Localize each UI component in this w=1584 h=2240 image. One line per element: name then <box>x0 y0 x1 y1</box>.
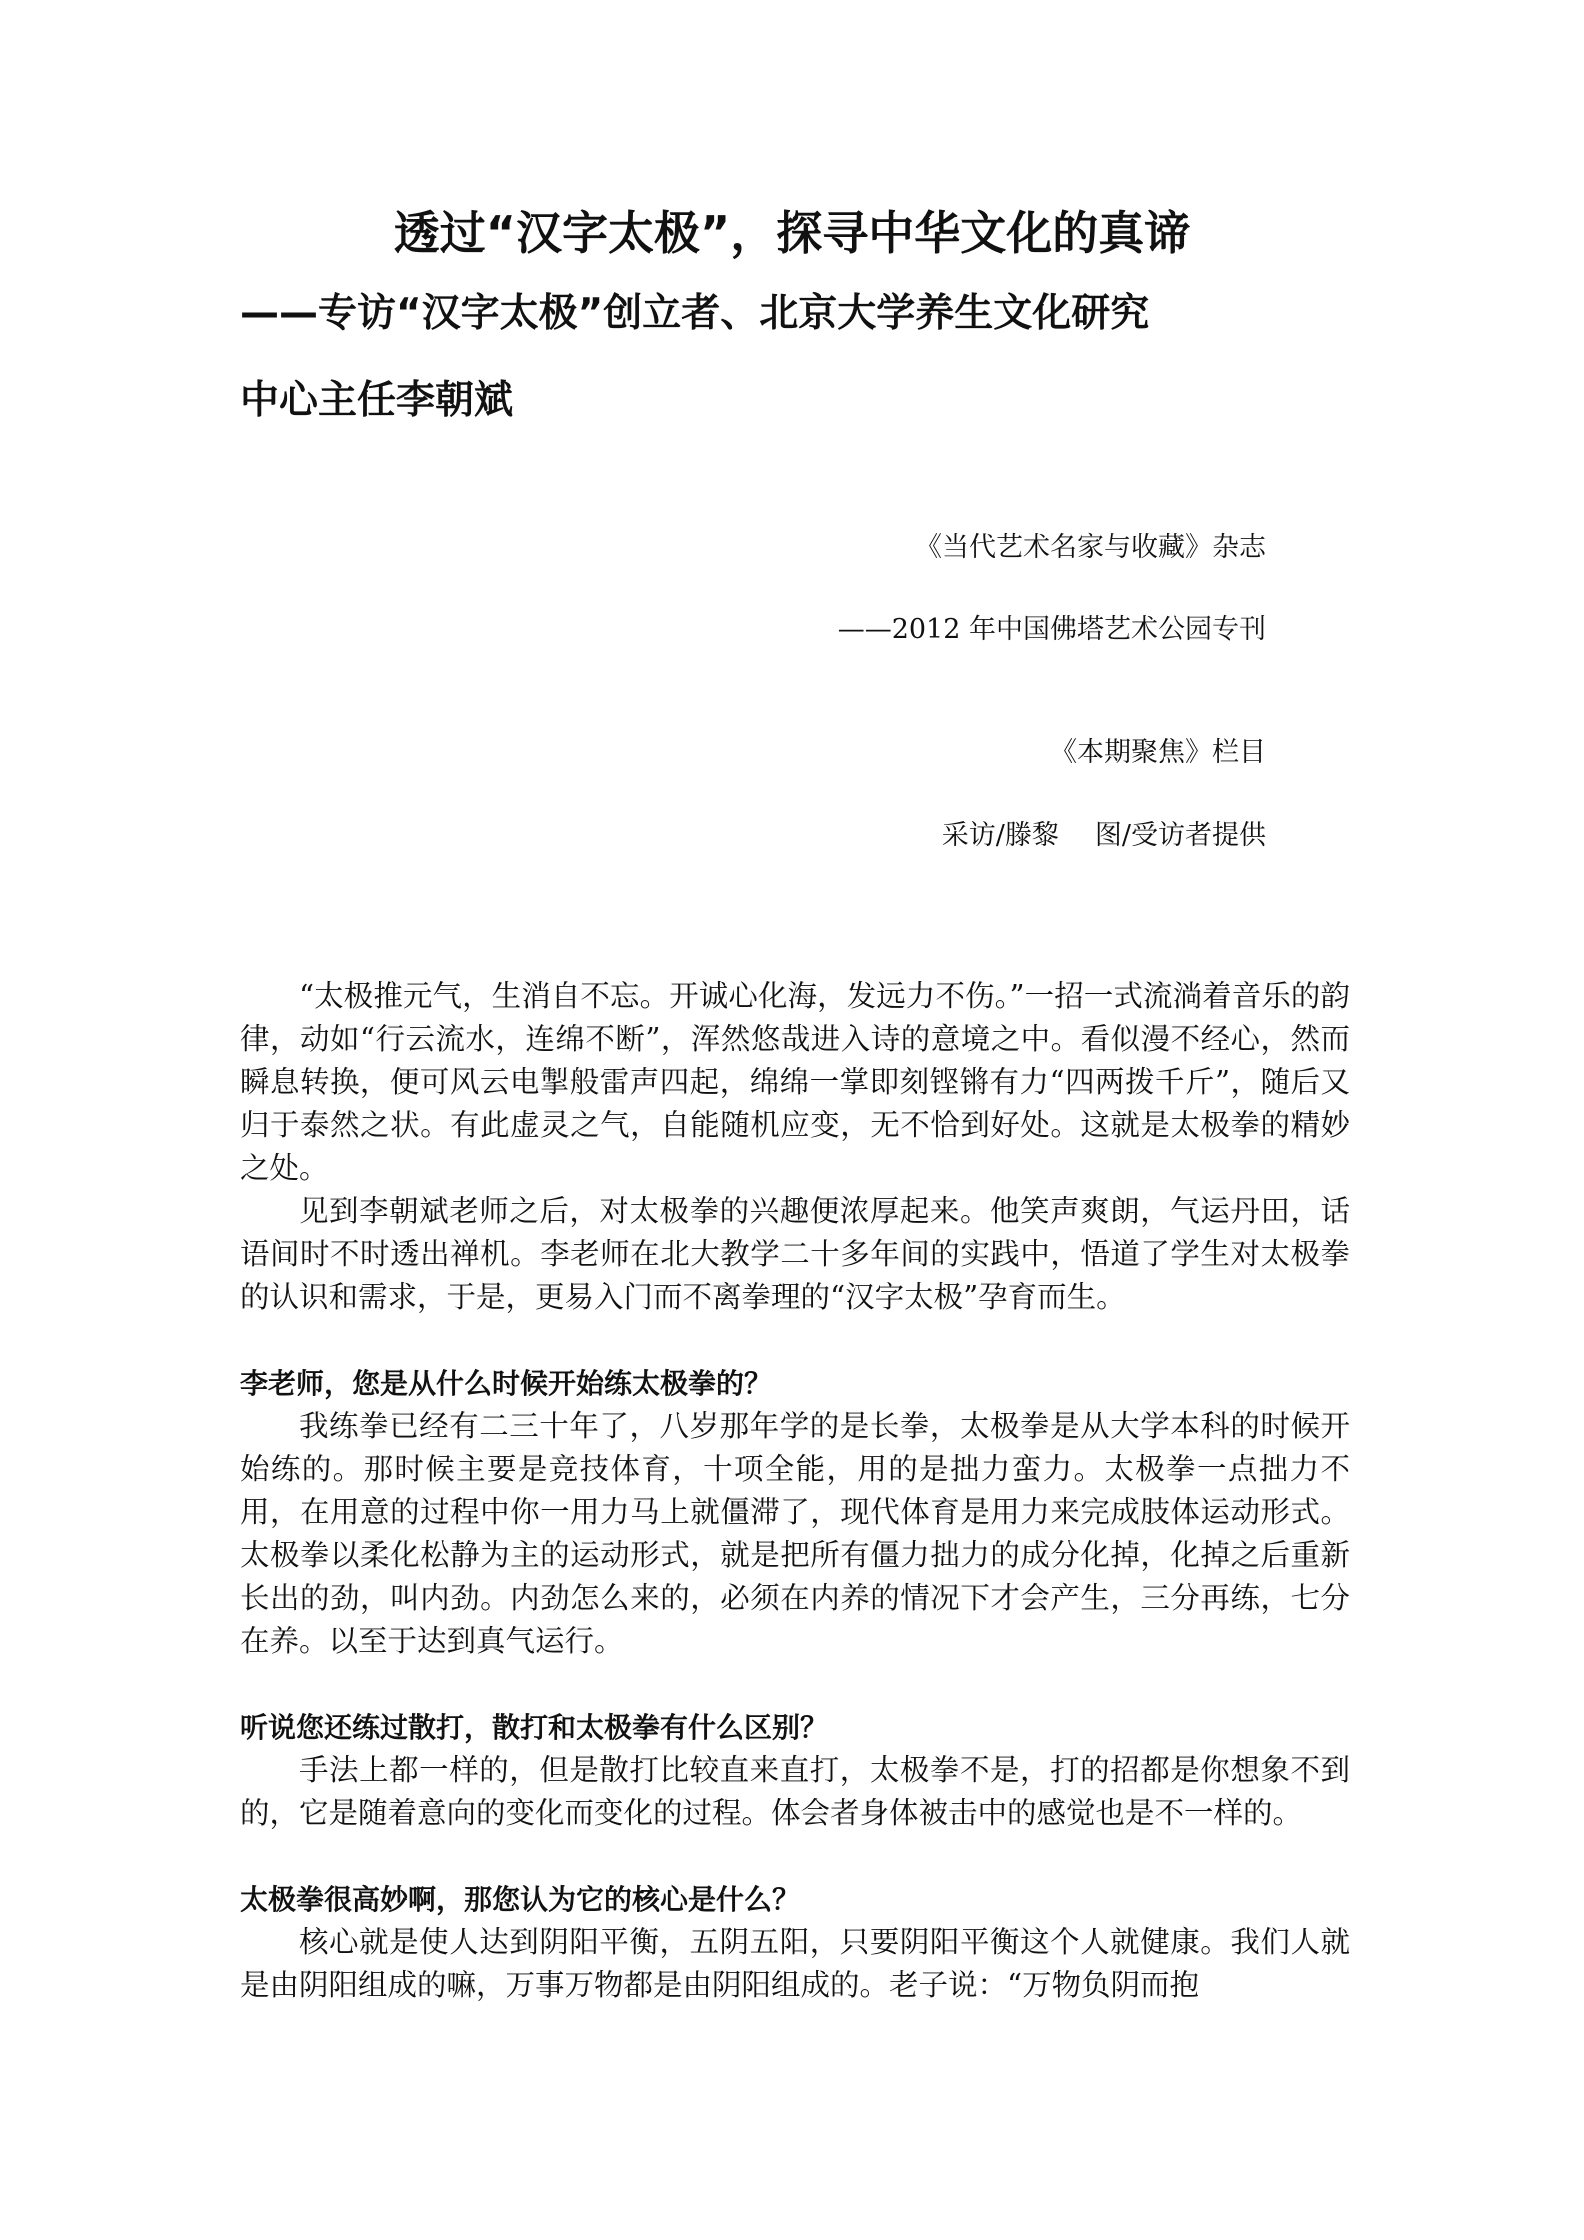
source-magazine: 《当代艺术名家与收藏》杂志 <box>915 532 1266 563</box>
article-subtitle-line2: 中心主任李朝斌 <box>240 378 514 423</box>
article-subtitle-line1: ——专访“汉字太极”创立者、北京大学养生文化研究 <box>240 291 1150 336</box>
question-2: 听说您还练过散打，散打和太极拳有什么区别？ <box>240 1711 829 1744</box>
question-1: 李老师，您是从什么时候开始练太极拳的？ <box>240 1367 773 1400</box>
photo-credit: 图/受访者提供 <box>1094 820 1266 851</box>
answer-3: 核心就是使人达到阴阳平衡，五阴五阳，只要阴阳平衡这个人就健康。我们人就是由阴阳组成的嘛，万事万物都是由阴阳组成的。老子说：“万物负阴而抱 <box>240 1925 1350 2002</box>
question-3: 太极拳很高妙啊，那您认为它的核心是什么？ <box>240 1883 801 1916</box>
credits-line <box>942 818 1266 854</box>
intro-paragraph-1: “太极推元气，生消自不忘。开诚心化海，发远力不伤。”一招一式流淌着音乐的韵律，动如“行云流水，连绵不断”，浑然悠哉进入诗的意境之中。看似漫不经心，然而瞬息转换，便可风云电掣般雷声四起，绵绵一掌即刻铿锵有力“四两拨千斤”，随后又归于泰然之状。有此虚灵之气，自能随机应变，无不恰到好处。这就是太极拳的精妙之处。 <box>240 979 1350 1185</box>
intro-paragraph-2: 见到李朝斌老师之后，对太极拳的兴趣便浓厚起来。他笑声爽朗，气运丹田，话语间时不时透出禅机。李老师在北大教学二十多年间的实践中，悟道了学生对太极拳的认识和需求，于是，更易入门而不离拳理的“汉字太极”孕育而生。 <box>240 1194 1350 1314</box>
article-body <box>240 975 1350 2007</box>
article-title: 透过“汉字太极”，探寻中华文化的真谛 <box>393 206 1191 260</box>
answer-1: 我练拳已经有二三十年了，八岁那年学的是长拳，太极拳是从大学本科的时候开始练的。那时候主要是竞技体育，十项全能，用的是拙力蛮力。太极拳一点拙力不用，在用意的过程中你一用力马上就僵滞了，现代体育是用力来完成肢体运动形式。太极拳以柔化松静为主的运动形式，就是把所有僵力拙力的成分化掉，化掉之后重新长出的劲，叫内劲。内劲怎么来的，必须在内养的情况下才会产生，三分再练，七分在养。以至于达到真气运行。 <box>240 1409 1350 1658</box>
answer-2: 手法上都一样的，但是散打比较直来直打，太极拳不是，打的招都是你想象不到的，它是随着意向的变化而变化的过程。体会者身体被击中的感觉也是不一样的。 <box>240 1753 1350 1830</box>
source-column: 《本期聚焦》栏目 <box>1050 737 1266 768</box>
source-issue: ——2012 年中国佛塔艺术公园专刊 <box>837 614 1266 645</box>
interviewer-credit: 采访/滕黎 <box>941 820 1059 851</box>
